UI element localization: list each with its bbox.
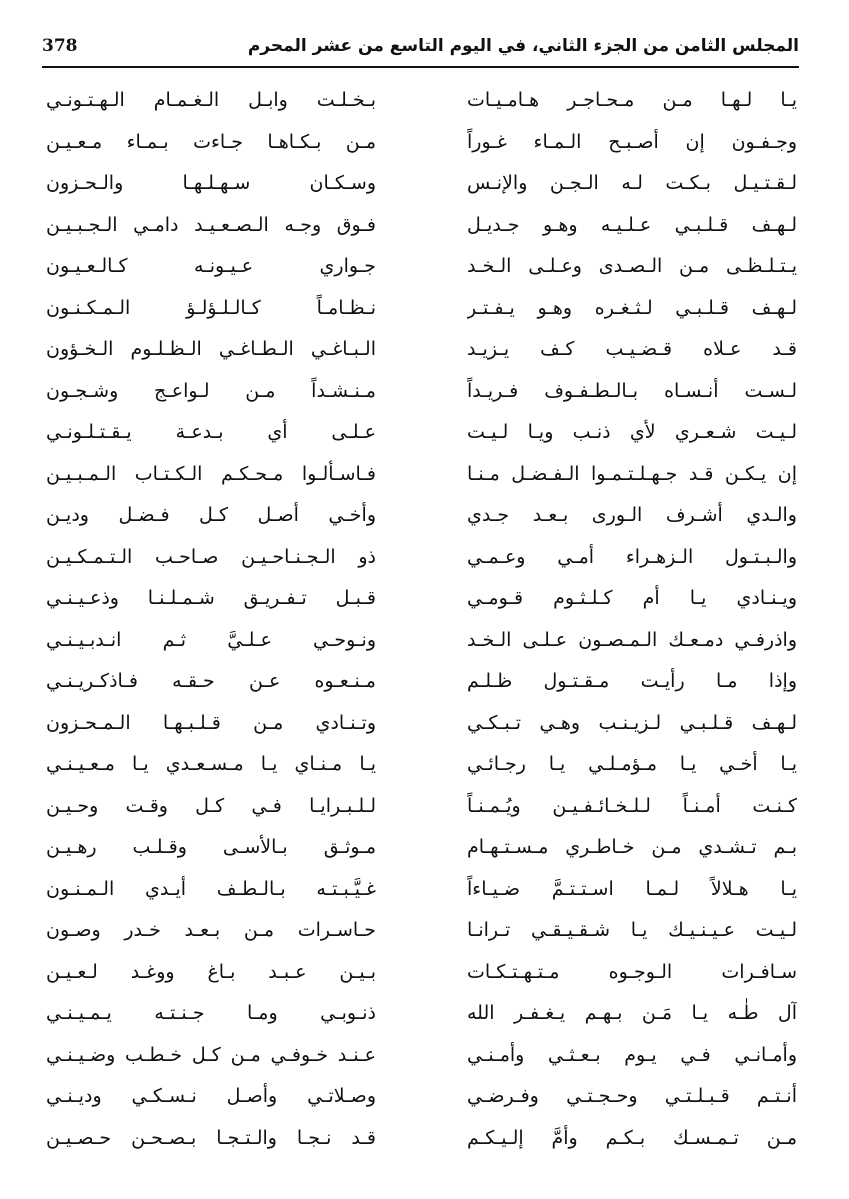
- verse-second-hemistich: عـلـى أي بـدعـة يـقـتـلـونـي: [46, 421, 376, 443]
- verse-second-hemistich: وسـكـان سـهـلـهـا والـحـزون: [46, 172, 376, 194]
- verse-first-hemistich: لـقـتـيـل بـكـت لـه الـجـن والإنـس: [467, 172, 797, 194]
- verse-second-hemistich: قـبـل تـفـريـق شـمـلـنـا وذعـيـنـي: [46, 587, 376, 609]
- verse-first-hemistich: والـبـتـول الـزهـراء أمـي وعـمـي: [467, 545, 797, 568]
- verse-second-hemistich: وأخـي أصـل كـل فـضـل وديـن: [46, 504, 376, 526]
- verse-first-hemistich: بـم تـشـدي مـن خـاطـري مـسـتـهـام: [467, 836, 797, 858]
- verse-second-hemistich: مـنـشـداً مـن لـواعـج وشـجـون: [46, 379, 376, 402]
- running-title: المجلس الثامن من الجزء الثاني، في اليوم التاسع من عشر المحرم: [247, 36, 799, 56]
- verse-second-hemistich: وتـنـادي مـن قـلـبـهـا الـمـحـزون: [46, 711, 376, 734]
- verse-first-hemistich: لـيـت شـعـري لأي ذنـب ويـا لـيـت: [467, 421, 797, 443]
- verse-first-hemistich: وإذا مـا رأيـت مـقـتـول ظـلـم: [467, 670, 797, 692]
- second-hemistich-column: [46, 80, 376, 1159]
- verse-second-hemistich: يـا مـنـاي يـا مـسـعـدي يـا مـعـيـنـي: [46, 753, 376, 775]
- verse-second-hemistich: غـيَّـبـتـه بـالـطـف أيـدي الـمـنـون: [46, 877, 376, 900]
- verse-second-hemistich: ونـوحـي عـلـيَّ ثـم انـدبـيـنـي: [46, 628, 376, 651]
- verse-first-hemistich: والـدي أشـرف الـورى بـعـد جـدي: [467, 504, 797, 526]
- verse-first-hemistich: لـيـت عـيـنـيـك يـا شـقـيـقـي تـرانـا: [467, 919, 797, 941]
- verse-second-hemistich: ذو الـجـنـاحـيـن صـاحـب الـتـمـكـيـن: [46, 545, 376, 568]
- page-header: [42, 28, 799, 64]
- verse-first-hemistich: لـهـف قـلـبـي لـثـغـره وهـو يـفـتـر: [467, 296, 797, 319]
- verse-first-hemistich: مـن تـمـسـك بـكـم وأمَّ إلـيـكـم: [467, 1126, 797, 1149]
- verse-second-hemistich: لـلـبـرايـا فـي كـل وقـت وحـيـن: [46, 794, 376, 817]
- verse-second-hemistich: وصـلاتـي وأصـل نـسـكـي وديـنـي: [46, 1085, 376, 1107]
- verse-second-hemistich: ذنـوبـي ومـا جـنـتـه يـمـيـنـي: [46, 1002, 376, 1024]
- verse-second-hemistich: مـوثـق بـالأسـى وقـلـب رهـيـن: [46, 836, 376, 858]
- verse-first-hemistich: إن يـكـن قـد جـهـلـتـمـوا الـفـضـل مـنـا: [467, 462, 797, 485]
- verse-first-hemistich: ويـنـادي يـا أم كـلـثـوم قـومـي: [467, 587, 797, 609]
- verse-second-hemistich: عـنـد خـوفـي مـن كـل خـطـب وضـيـنـي: [46, 1043, 376, 1066]
- verse-first-hemistich: لـهـف قـلـبـي عـلـيـه وهـو جـديـل: [467, 213, 797, 236]
- verse-second-hemistich: مـنـعـوه عـن حـقـه فـاذكـريـنـي: [46, 670, 376, 692]
- verse-first-hemistich: واذرفـي دمـعـك الـمـصـون عـلـى الـخـد: [467, 628, 797, 651]
- verse-first-hemistich: لـسـت أنـسـاه بـالـطـفـوف فـريـداً: [467, 379, 797, 402]
- verse-first-hemistich: يـا أخـي يـا مـؤمـلـي يـا رجـائـي: [467, 753, 797, 775]
- verse-first-hemistich: قـد عـلاه قـضـيـب كـف يـزيـد: [467, 338, 797, 360]
- first-hemistich-column: [467, 80, 797, 1159]
- verse-second-hemistich: قـد نـجـا والـتـجـا بـصـحـن حـصـيـن: [46, 1126, 376, 1149]
- verse-second-hemistich: فـوق وجـه الـصـعـيـد دامـي الـجـبـيـن: [46, 213, 376, 236]
- verse-second-hemistich: بـيـن عـبـد بـاغ ووغـد لـعـيـن: [46, 960, 376, 983]
- verse-first-hemistich: وأمـانـي فـي يـوم بـعـثـي وأمـنـي: [467, 1043, 797, 1066]
- verse-first-hemistich: أنـتـم قـبـلـتـي وحـجـتـي وفـرضـي: [467, 1085, 797, 1107]
- verse-first-hemistich: يـا هـلالاً لـمـا اسـتـتـمَّ ضـيـاءاً: [467, 877, 797, 900]
- verse-second-hemistich: فـاسـألـوا مـحـكـم الـكـتـاب الـمـبـيـن: [46, 462, 376, 485]
- verse-second-hemistich: نـظـامـاً كـالـلـؤلـؤ الـمـكـنـون: [46, 296, 376, 319]
- verse-second-hemistich: مـن بـكـاهـا جـاءت بـمـاء مـعـيـن: [46, 130, 376, 153]
- verse-second-hemistich: الـبـاغـي الـطـاغـي الـظـلـوم الـخـؤون: [46, 338, 376, 360]
- verse-first-hemistich: يـا لـهـا مـن مـحـاجـر هـامـيـات: [467, 89, 797, 111]
- verse-first-hemistich: وجـفـون إن أصـبـح الـمـاء غـوراً: [467, 130, 797, 153]
- verse-second-hemistich: حـاسـرات مـن بـعـد خـدر وصـون: [46, 919, 376, 941]
- verse-second-hemistich: جـواري عـيـونـه كـالـعـيـون: [46, 255, 376, 277]
- header-rule: [42, 66, 799, 68]
- verse-first-hemistich: لـهـف قـلـبـي لـزيـنـب وهـي تـبـكـي: [467, 711, 797, 734]
- verse-first-hemistich: كـنـت أمـنـاً لـلـخـائـفـيـن ويُـمـنـاً: [467, 794, 797, 817]
- verse-first-hemistich: آل طٰـه يـا مَـن بـهـم يـغـفـر الله: [467, 1002, 797, 1024]
- verse-first-hemistich: يـتـلـظـى مـن الـصـدى وعـلـى الـخـد: [467, 255, 797, 277]
- verse-first-hemistich: سـافـرات الـوجـوه مـتـهـتـكـات: [467, 960, 797, 983]
- page-number: 378: [42, 36, 78, 56]
- verse-second-hemistich: بـخـلـت وابـل الـغـمـام الـهـتـونـي: [46, 89, 376, 111]
- poem: [46, 80, 797, 1159]
